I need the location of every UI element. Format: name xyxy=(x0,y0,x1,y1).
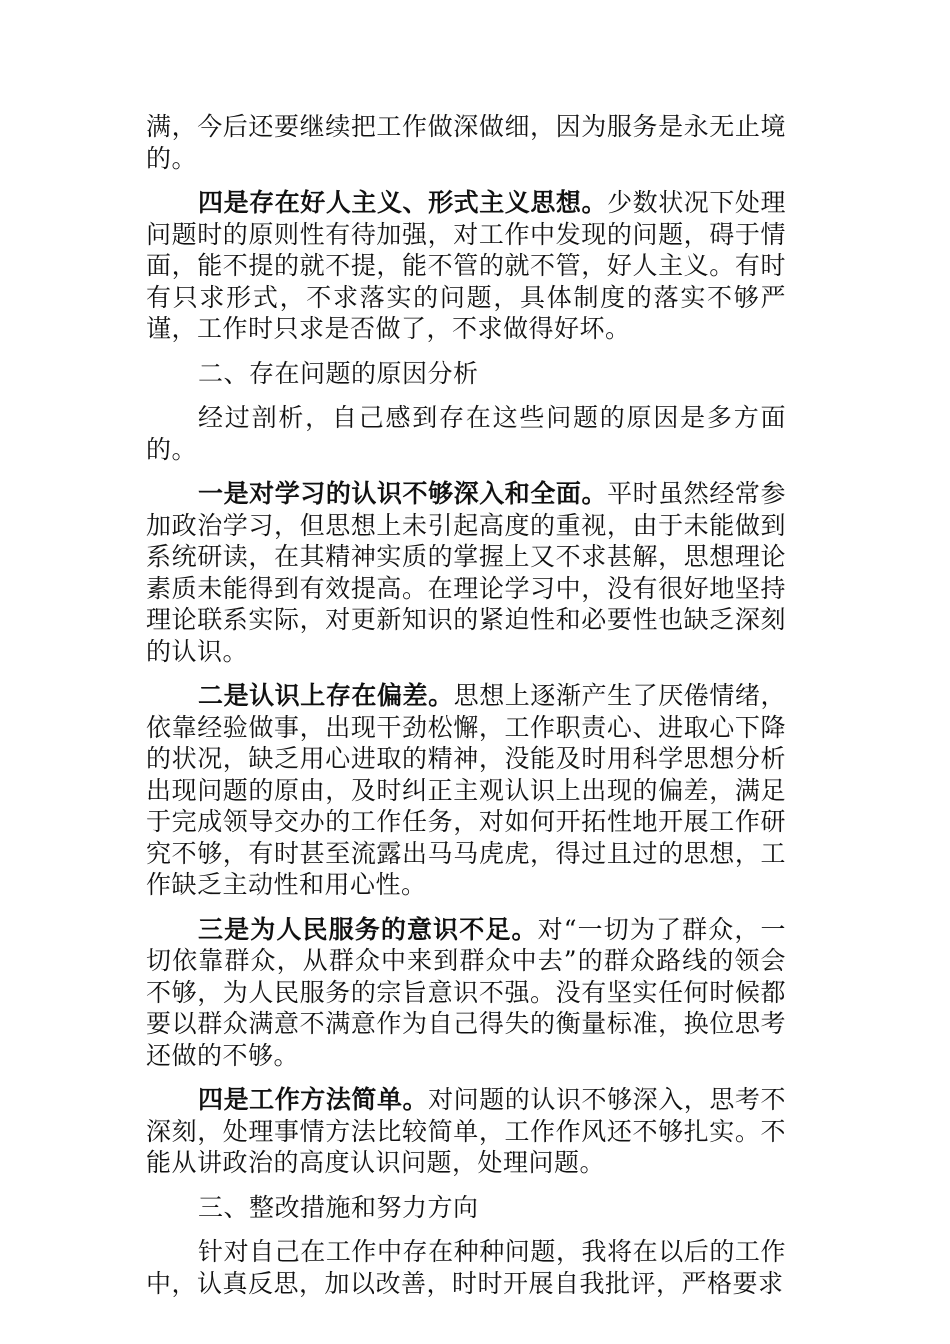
section-heading-cause-analysis: 二、存在问题的原因分析 xyxy=(198,358,479,388)
paragraph-text: 对问题的认识不够深入，思考不深刻，处理事情方法比较简单，工作作风还不够扎实。不能从讲政治的高度认识问题，处理问题。 xyxy=(146,1085,786,1177)
paragraph-service-cause xyxy=(146,914,786,1072)
paragraph-awareness-cause xyxy=(146,680,786,901)
paragraph-lead: 二是认识上存在偏差。 xyxy=(198,681,454,710)
paragraph-lead: 一是对学习的认识不够深入和全面。 xyxy=(198,479,608,508)
paragraph-text: 少数状况下处理问题时的原则性有待加强，对工作中发现的问题，碍于情面，能不提的就不提，能不管的就不管，好人主义。有时有只求形式，不求落实的问题，具体制度的落实不够严谨，工作时只求是否做了，不求做得好坏。 xyxy=(146,188,786,343)
paragraph-formalism xyxy=(146,187,786,345)
paragraph-text: 经过剖析，自己感到存在这些问题的原因是多方面的。 xyxy=(146,403,786,464)
paragraph-lead: 三是为人民服务的意识不足。 xyxy=(198,914,538,944)
paragraph-continuation xyxy=(146,111,786,174)
section-heading-rectification: 三、整改措施和努力方向 xyxy=(198,1192,479,1222)
paragraph-study-cause xyxy=(146,478,786,667)
paragraph-text: 平时虽然经常参加政治学习，但思想上未引起高度的重视，由于未能做到系统研读，在其精神实质的掌握上又不求甚解，思想理论素质未能得到有效提高。在理论学习中，没有很好地坚持理论联系实际，对更新知识的紧迫性和必要性也缺乏深刻的认识。 xyxy=(146,479,786,666)
paragraph-text: 针对自己在工作中存在种种问题，我将在以后的工作中，认真反思，加以改善，时时开展自我批评，严格要求 xyxy=(146,1237,786,1298)
paragraph-text: 思想上逐渐产生了厌倦情绪，依靠经验做事，出现干劲松懈，工作职责心、进取心下降的状况，缺乏用心进取的精神，没能及时用科学思想分析出现问题的原由，及时纠正主观认识上出现的偏差，满足于完成领导交办的工作任务，对如何开拓性地开展工作研究不够，有时甚至流露出马马虎虎，得过且过的思想，工作缺乏主动性和用心性。 xyxy=(146,681,786,899)
paragraph-text: 满，今后还要继续把工作做深做细，因为服务是永无止境的。 xyxy=(146,112,786,173)
paragraph-analysis-intro xyxy=(146,402,786,465)
paragraph-lead: 四是存在好人主义、形式主义思想。 xyxy=(198,188,608,217)
document-page xyxy=(146,111,786,1312)
paragraph-lead: 四是工作方法简单。 xyxy=(198,1085,429,1114)
paragraph-method-cause xyxy=(146,1084,786,1179)
paragraph-text: 对“一切为了群众，一切依靠群众，从群众中来到群众中去”的群众路线的领会不够，为人民服务的宗旨意识不强。没有坚实任何时候都要以群众满意不满意作为自己得失的衡量标准，换位思考还做的不够。 xyxy=(146,914,786,1070)
paragraph-rectification-intro xyxy=(146,1236,786,1299)
